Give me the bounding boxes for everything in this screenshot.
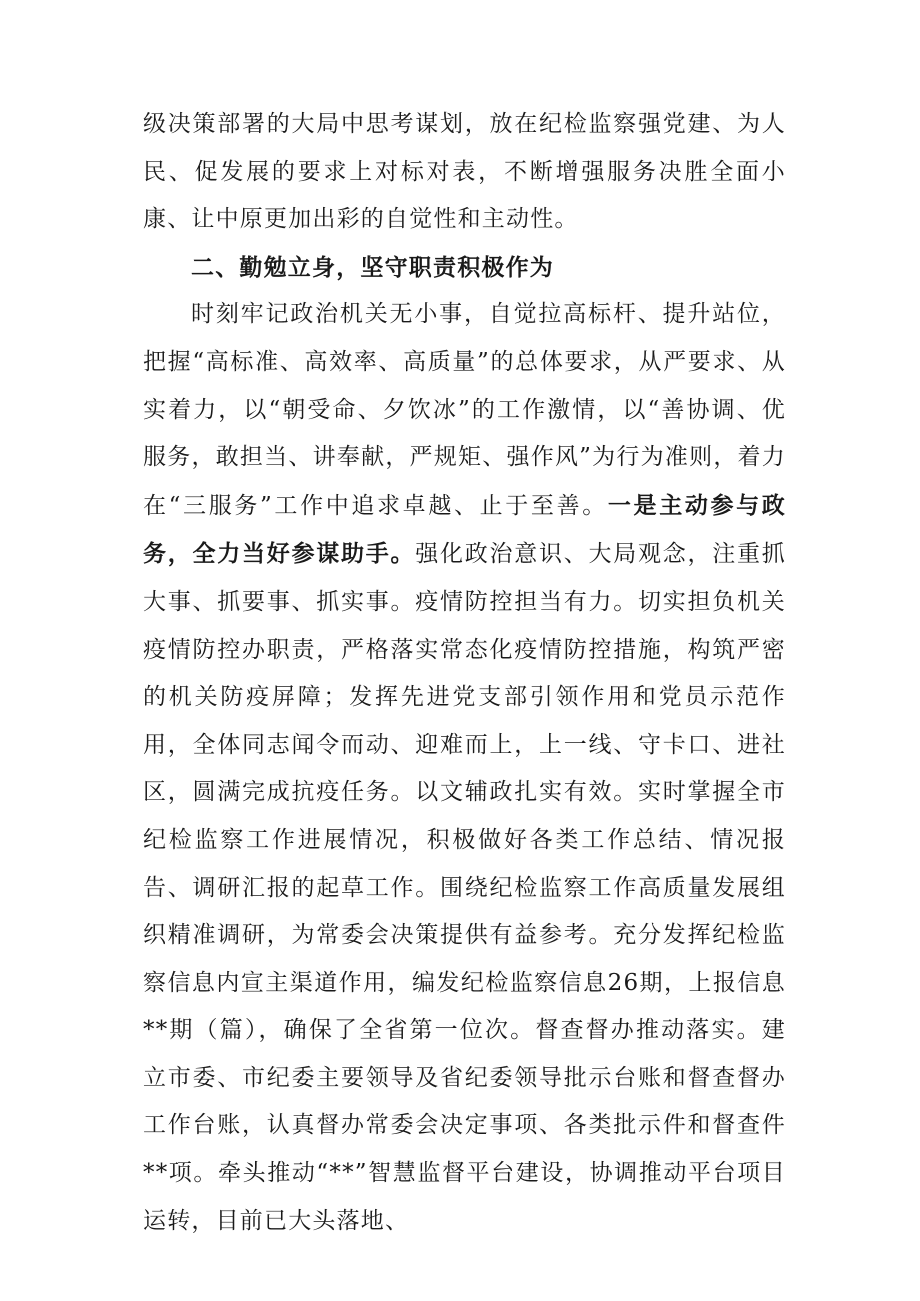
- body-emphasis-text: 一是主动参与政务，全力当好参谋助手。: [143, 491, 786, 568]
- body-rest-text: 强化政治意识、大局观念，注重抓大事、抓要事、抓实事。疫情防控担当有力。切实担负机关疫情防控办职责，严格落实常态化疫情防控措施，构筑严密的机关防疫屏障；发挥先进党支部引领作用和党员示范作用，全体同志闻令而动、迎难而上，上一线、守卡口、进社区，圆满完成抗疫任务。以文辅政扎实有效。实时掌握全市纪检监察工作进展情况，积极做好各类工作总结、情况报告、调研汇报的起草工作。围绕纪检监察工作高质量发展组织精准调研，为常委会决策提供有益参考。充分发挥纪检监察信息内宣主渠道作用，编发纪检监察信息26期，上报信息**期（篇），确保了全省第一位次。督查督办推动落实。建立市委、市纪委主要领导及省纪委领导批示台账和督查督办工作台账，认真督办常委会决定事项、各类批示件和督查件**项。牵头推动“**”智慧监督平台建设，协调推动平台项目运转，目前已大头落地、: [143, 541, 787, 1234]
- section-heading: 二、勤勉立身，坚守职责积极作为: [191, 253, 554, 281]
- document-body: [143, 101, 786, 1245]
- body-intro-text: 时刻牢记政治机关无小事，自觉拉高标杆、提升站位，把握“高标准、高效率、高质量”的总体要求，从严要求、从实着力，以“朝受命、夕饮冰”的工作激情，以“善协调、优服务，敢担当、讲奉献，严规矩、强作风”为行为准则，着力在“三服务”工作中追求卓越、止于至善。: [143, 301, 786, 519]
- continuation-paragraph: 级决策部署的大局中思考谋划，放在纪检监察强党建、为人民、促发展的要求上对标对表，不断增强服务决胜全面小康、让中原更加出彩的自觉性和主动性。: [143, 111, 786, 233]
- body-paragraph: [143, 291, 786, 1245]
